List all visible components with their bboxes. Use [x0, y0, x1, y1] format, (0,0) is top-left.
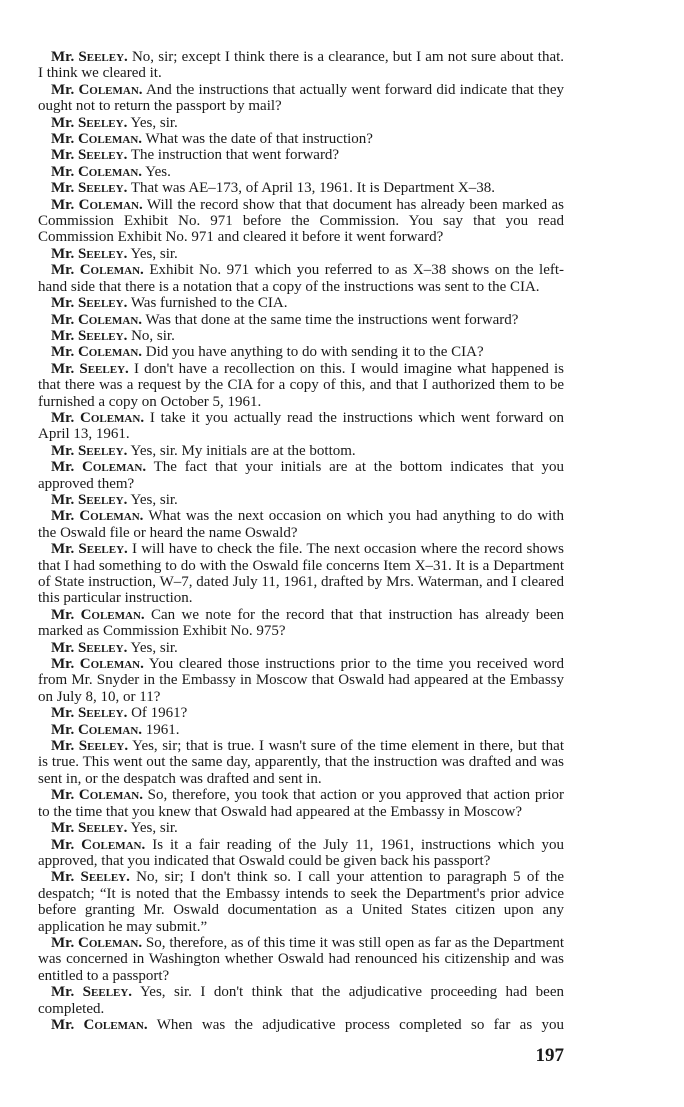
speaker-name: Coleman.: [79, 656, 144, 673]
speaker-name: Seeley.: [77, 295, 128, 312]
speaker-title: Mr.: [51, 196, 75, 213]
testimony-paragraph: [38, 935, 564, 984]
testimony-paragraph: [38, 328, 564, 344]
speaker-title: Mr.: [51, 639, 75, 656]
speaker-title: Mr.: [51, 311, 75, 328]
testimony-paragraph: [38, 164, 564, 180]
statement-text: Yes, sir.: [130, 820, 178, 837]
statement-text: That was AE–173, of April 13, 1961. It is Department X–38.: [130, 180, 495, 197]
statement-text: Yes.: [145, 163, 171, 180]
speaker-title: Mr.: [51, 295, 75, 312]
speaker-title: Mr.: [51, 245, 75, 262]
speaker-title: Mr.: [51, 442, 75, 459]
speaker-title: Mr.: [51, 656, 75, 673]
statement-text: No, sir; except I think there is a clearance, but I am not sure about that. I think we cleared it.: [38, 49, 565, 82]
speaker-name: Coleman.: [79, 409, 145, 426]
statement-text: You cleared those instructions prior to the time you received word from Mr. Snyder in the Embassy in Moscow that Oswald had appeared at the Embassy on July 8, 10, or 11?: [38, 656, 564, 705]
testimony-paragraph: [38, 361, 564, 410]
statement-text: 1961.: [145, 721, 180, 738]
statement-text: The fact that your initials are at the bottom indicates that you approved them?: [38, 459, 565, 492]
speaker-name: Seeley.: [78, 541, 128, 558]
speaker-name: Seeley.: [77, 180, 128, 197]
speaker-name: Coleman.: [77, 311, 143, 328]
speaker-name: Coleman.: [81, 459, 147, 476]
testimony-paragraph: [38, 459, 564, 492]
speaker-title: Mr.: [51, 262, 75, 279]
statement-text: Was that done at the same time the instructions went forward?: [145, 311, 519, 328]
testimony-paragraph: [38, 131, 564, 147]
speaker-title: Mr.: [51, 984, 75, 1001]
testimony-paragraph: [38, 705, 564, 721]
speaker-name: Seeley.: [77, 442, 128, 459]
statement-text: Will the record show that that document has already been marked as Commission Exhibit No. 971 before the Commission. You say that you read Commission Exhibit No. 971 and cleared it before it went forward?: [38, 196, 564, 246]
speaker-title: Mr.: [51, 1016, 75, 1033]
testimony-paragraph: [38, 147, 564, 163]
testimony-paragraph: [38, 49, 564, 82]
speaker-name: Seeley.: [79, 360, 129, 377]
statement-text: Yes, sir.: [130, 639, 178, 656]
speaker-name: Seeley.: [77, 820, 128, 837]
statement-text: So, therefore, as of this time it was still open as far as the Department was concerned in Washington whether Oswald had renounced his citizenship and was entitled to a passport?: [38, 934, 565, 984]
statement-text: Yes, sir. I don't think that the adjudicative proceeding had been completed.: [38, 984, 564, 1017]
testimony-paragraph: [38, 344, 564, 360]
speaker-title: Mr.: [51, 820, 75, 837]
speaker-title: Mr.: [51, 344, 75, 361]
speaker-name: Seeley.: [77, 114, 128, 131]
speaker-name: Coleman.: [77, 344, 143, 361]
speaker-name: Coleman.: [79, 262, 144, 279]
speaker-title: Mr.: [51, 508, 75, 525]
speaker-title: Mr.: [51, 869, 75, 886]
speaker-title: Mr.: [51, 934, 75, 951]
testimony-paragraph: [38, 640, 564, 656]
page-number: 197: [535, 1045, 564, 1067]
speaker-name: Coleman.: [78, 934, 143, 951]
speaker-name: Coleman.: [81, 836, 146, 853]
statement-text: Did you have anything to do with sending it to the CIA?: [145, 344, 484, 361]
statement-text: What was the next occasion on which you had anything to do with the Oswald file or heard the name Oswald?: [38, 508, 565, 541]
statement-text: No, sir; I don't think so. I call your attention to paragraph 5 of the despatch; “It is noted that the Embassy intends to seek the Department's prior advice before granting Mr. Oswald documentation as a United States citizen upon any application he may submit.”: [38, 869, 565, 935]
speaker-title: Mr.: [51, 81, 75, 98]
testimony-paragraph: [38, 197, 564, 246]
speaker-title: Mr.: [51, 49, 75, 65]
testimony-paragraph: [38, 541, 564, 607]
testimony-paragraph: [38, 246, 564, 262]
speaker-name: Coleman.: [77, 131, 143, 148]
testimony-paragraph: [38, 656, 564, 705]
statement-text: No, sir.: [131, 327, 175, 344]
speaker-title: Mr.: [51, 491, 75, 508]
testimony-paragraph: [38, 115, 564, 131]
statement-text: I take it you actually read the instructions which went forward on April 13, 1961.: [38, 409, 565, 443]
statement-text: When was the adjudicative process completed so far as you: [156, 1016, 564, 1033]
speaker-name: Coleman.: [78, 787, 143, 804]
speaker-name: Seeley.: [77, 491, 128, 508]
transcript-body: [38, 49, 564, 1033]
testimony-paragraph: [38, 312, 564, 328]
speaker-title: Mr.: [51, 147, 75, 164]
statement-text: Of 1961?: [131, 705, 188, 722]
statement-text: Can we note for the record that that instruction has already been marked as Commission Exhibit No. 975?: [38, 606, 565, 640]
speaker-title: Mr.: [51, 131, 75, 148]
testimony-paragraph: [38, 787, 564, 820]
statement-text: So, therefore, you took that action or you approved that action prior to the time that you knew that Oswald had appeared at the Embassy in Moscow?: [38, 787, 565, 820]
speaker-name: Seeley.: [77, 639, 128, 656]
testimony-paragraph: [38, 1017, 564, 1033]
statement-text: Yes, sir.: [130, 114, 178, 131]
speaker-name: Seeley.: [77, 327, 128, 344]
speaker-title: Mr.: [51, 163, 75, 180]
testimony-paragraph: [38, 722, 564, 738]
testimony-paragraph: [38, 607, 564, 640]
speaker-name: Coleman.: [78, 196, 143, 213]
speaker-name: Seeley.: [77, 245, 128, 262]
testimony-paragraph: [38, 180, 564, 196]
speaker-title: Mr.: [51, 705, 75, 722]
speaker-title: Mr.: [51, 787, 75, 804]
speaker-title: Mr.: [51, 541, 75, 558]
testimony-paragraph: [38, 820, 564, 836]
testimony-paragraph: [38, 262, 564, 295]
speaker-name: Coleman.: [77, 721, 143, 738]
testimony-paragraph: [38, 295, 564, 311]
statement-text: What was the date of that instruction?: [145, 131, 373, 148]
testimony-paragraph: [38, 410, 564, 443]
speaker-title: Mr.: [51, 409, 75, 426]
statement-text: Yes, sir.: [130, 245, 178, 262]
speaker-name: Coleman.: [78, 81, 143, 98]
testimony-paragraph: [38, 738, 564, 787]
testimony-paragraph: [38, 869, 564, 935]
testimony-paragraph: [38, 492, 564, 508]
speaker-name: Seeley.: [77, 705, 128, 722]
speaker-title: Mr.: [51, 327, 75, 344]
speaker-name: Coleman.: [83, 1016, 148, 1033]
speaker-title: Mr.: [51, 836, 75, 853]
statement-text: And the instructions that actually went forward did indicate that they ought not to return the passport by mail?: [38, 81, 564, 115]
statement-text: Exhibit No. 971 which you referred to as X–38 shows on the left-hand side that there is a notation that a copy of the instructions was sent to the CIA.: [38, 262, 565, 295]
speaker-name: Seeley.: [78, 49, 128, 65]
statement-text: Yes, sir. My initials are at the bottom.: [130, 442, 356, 459]
statement-text: I will have to check the file. The next occasion where the record shows that I had something to do with the Oswald file concerns Item X–31. It is a Department of State instruction, W–7, dated July 11, 1961, drafted by Mrs. Waterman, and I cleared this particular instruction.: [38, 541, 565, 607]
speaker-title: Mr.: [51, 606, 75, 623]
speaker-name: Seeley.: [82, 984, 133, 1001]
speaker-title: Mr.: [51, 459, 75, 476]
speaker-name: Coleman.: [79, 508, 144, 525]
speaker-name: Seeley.: [80, 869, 130, 886]
statement-text: Is it a fair reading of the July 11, 1961, instructions which you approved, that you indicated that Oswald could be given back his passport?: [38, 836, 565, 869]
speaker-title: Mr.: [51, 114, 75, 131]
testimony-paragraph: [38, 508, 564, 541]
testimony-paragraph: [38, 443, 564, 459]
statement-text: The instruction that went forward?: [130, 147, 340, 164]
testimony-paragraph: [38, 837, 564, 870]
testimony-paragraph: [38, 82, 564, 115]
testimony-paragraph: [38, 984, 564, 1017]
speaker-name: Seeley.: [77, 147, 128, 164]
speaker-name: Coleman.: [80, 606, 145, 623]
speaker-title: Mr.: [51, 180, 75, 197]
speaker-title: Mr.: [51, 738, 75, 755]
statement-text: I don't have a recollection on this. I would imagine what happened is that there was a request by the CIA for a copy of this, and that I authorized them to be furnished a copy on October 5, 1961.: [38, 360, 564, 410]
speaker-title: Mr.: [51, 360, 75, 377]
statement-text: Yes, sir; that is true. I wasn't sure of the time element in there, but that is true. This went out the same day, apparently, that the instruction was drafted and was sent in, or the despatch was drafted and sent in.: [38, 738, 565, 787]
speaker-name: Seeley.: [78, 738, 129, 755]
statement-text: Was furnished to the CIA.: [130, 295, 288, 312]
speaker-title: Mr.: [51, 721, 75, 738]
speaker-name: Coleman.: [77, 163, 143, 180]
statement-text: Yes, sir.: [130, 491, 178, 508]
